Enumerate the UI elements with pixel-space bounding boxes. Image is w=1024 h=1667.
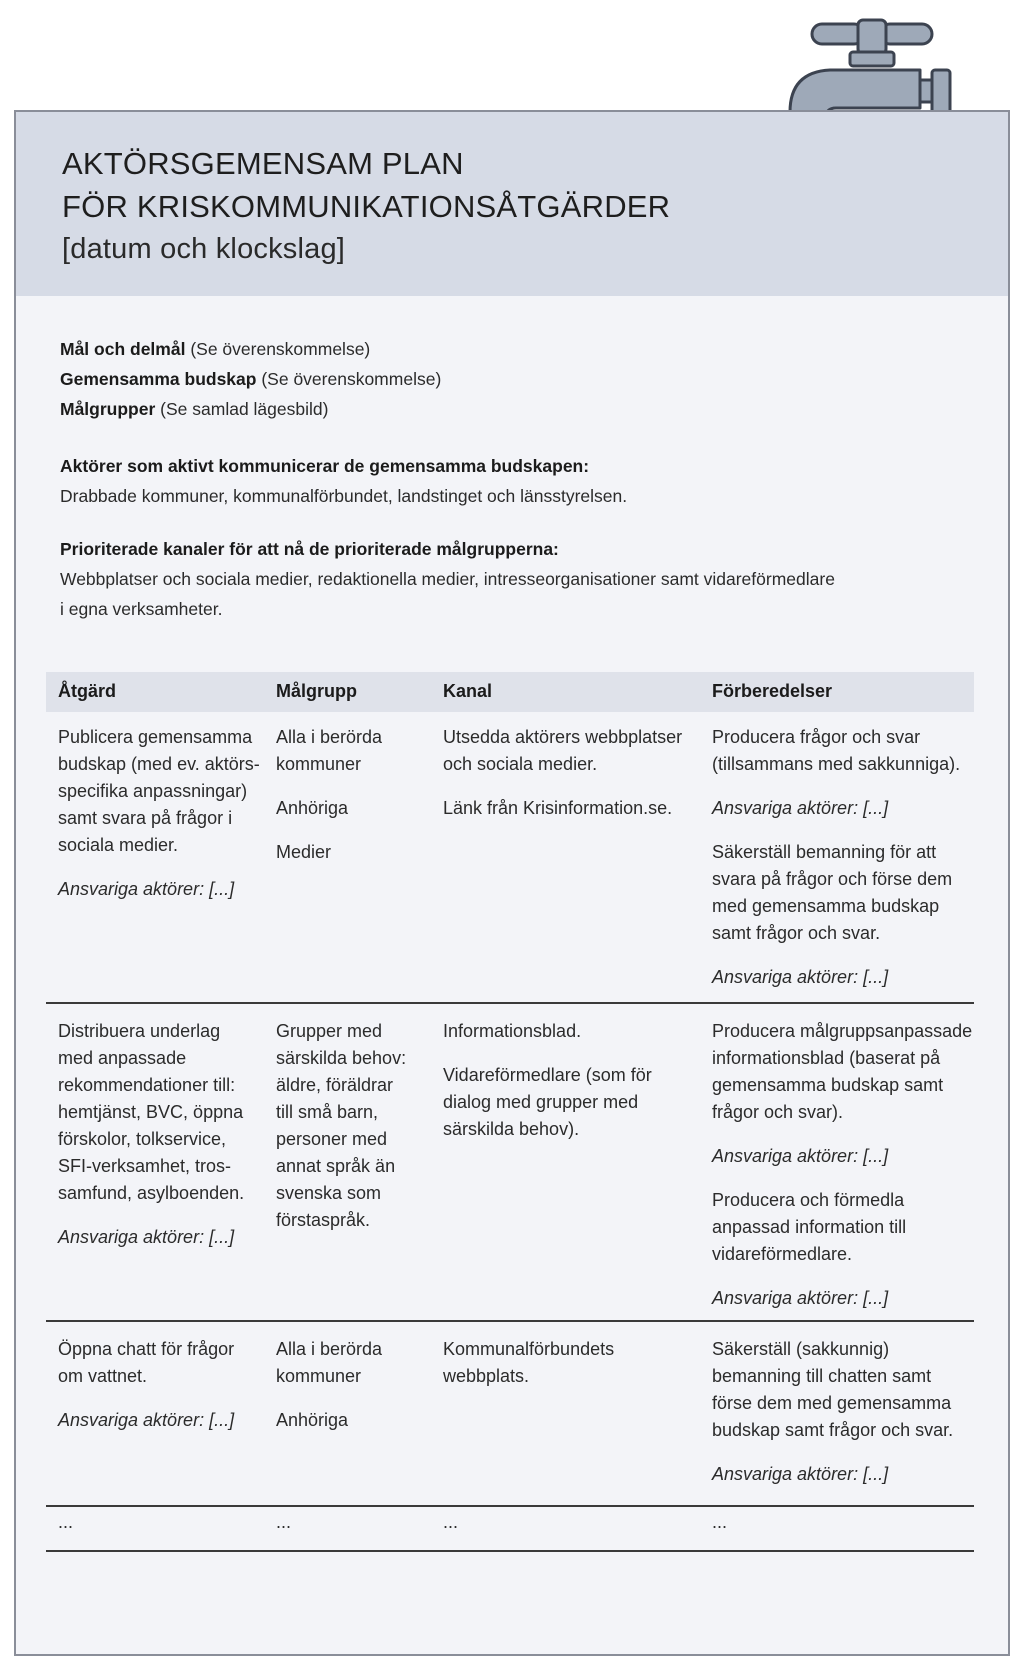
ellipsis-kanal: ... — [443, 1512, 459, 1532]
channels-section — [60, 534, 835, 624]
row2-forberedelser: Producera målgruppsanpassade informationsblad (baserat på gemensamma budskap samt frågor och svar). Ansvariga aktörer: [...] Producera och förmedla anpassad information till vidareförmedlare. Ansvariga aktörer: [...] — [712, 1021, 973, 1308]
ellipsis-malgrupp: ... — [276, 1512, 292, 1532]
goals-label: Mål och delmål — [60, 339, 186, 359]
messages-label: Gemensamma budskap — [60, 369, 257, 389]
row-divider — [46, 1002, 974, 1004]
goals-line — [60, 334, 441, 364]
messages-line — [60, 364, 441, 394]
row1-malgrupp: Alla i berörda kommuner Anhöriga Medier — [276, 727, 383, 862]
row1-forberedelser: Producera frågor och svar (tillsammans med sakkunniga). Ansvariga aktörer: [...] Säkerställ bemanning för att svara på frågor och förse dem med gemensamma budskap samt frågor och svar. Ansvariga aktörer: [...] — [712, 727, 961, 987]
targets-line — [60, 394, 441, 424]
row3-forberedelser: Säkerställ (sakkunnig) bemanning till chatten samt förse dem med gemensamma budskap samt frågor och svar. Ansvariga aktörer: [...] — [712, 1339, 954, 1484]
row1-atgard-resp: Ansvariga aktörer: [...] — [58, 879, 235, 899]
targets-label: Målgrupper — [60, 399, 156, 419]
col-header-kanal: Kanal — [443, 681, 493, 701]
col-header-atgard: Åtgärd — [58, 681, 116, 701]
row3-malgrupp: Alla i berörda kommuner Anhöriga — [276, 1339, 383, 1430]
actors-section — [60, 451, 627, 511]
actors-label: Aktörer som aktivt kommunicerar de gemensamma budskapen: — [60, 456, 590, 476]
row3-atgard: Öppna chatt för frågor om vattnet. Ansvariga aktörer: [...] — [58, 1336, 268, 1451]
ellipsis-forberedelser: ... — [712, 1512, 728, 1532]
goals-note: (Se överenskommelse) — [190, 339, 371, 359]
channels-text-2: i egna verksamheter. — [60, 599, 223, 619]
ellipsis-atgard: ... — [58, 1512, 74, 1532]
col-header-malgrupp: Målgrupp — [276, 681, 357, 701]
row1-atgard: Publicera gemensamma budskap (med ev. aktörs- specifika anpassningar) samt svara på frågor i sociala medier. Ansvariga aktörer: [...] — [58, 724, 268, 920]
row2-kanal: Informationsblad. Vidareförmedlare (som för dialog med grupper med särskilda behov). — [443, 1021, 652, 1139]
date-placeholder: [datum och klockslag] — [62, 233, 346, 265]
card-header — [16, 112, 1008, 296]
row2-atgard: Distribuera underlag med anpassade rekommendationer till: hemtjänst, BVC, öppna förskolor, tolkservice, SFI-verksamhet, tros- samfund, asylboenden. Ansvariga aktörer: [...] — [58, 1018, 268, 1268]
row-divider — [46, 1550, 974, 1552]
info-summary — [60, 334, 441, 424]
row2-atgard-resp: Ansvariga aktörer: [...] — [58, 1227, 235, 1247]
row2-malgrupp: Grupper med särskilda behov: äldre, föräldrar till små barn, personer med annat språk än svenska som förstaspråk. — [276, 1021, 407, 1230]
channels-text-1: Webbplatser och sociala medier, redaktionella medier, intresseorganisationer samt vidareförmedlare — [60, 569, 835, 589]
col-header-forberedelser: Förberedelser — [712, 681, 833, 701]
row3-atgard-resp: Ansvariga aktörer: [...] — [58, 1410, 235, 1430]
row-divider — [46, 1320, 974, 1322]
row3-kanal: Kommunalförbundets webbplats. — [443, 1339, 615, 1386]
actors-text: Drabbade kommuner, kommunalförbundet, landstinget och länsstyrelsen. — [60, 486, 628, 506]
page-title — [62, 142, 670, 271]
title-line-1: AKTÖRSGEMENSAM PLAN — [62, 146, 464, 181]
title-line-2: FÖR KRISKOMMUNIKATIONSÅTGÄRDER — [62, 189, 671, 224]
table-header — [46, 672, 974, 712]
messages-note: (Se överenskommelse) — [261, 369, 442, 389]
channels-label: Prioriterade kanaler för att nå de prioriterade målgrupperna: — [60, 539, 559, 559]
targets-note: (Se samlad lägesbild) — [160, 399, 329, 419]
row-divider — [46, 1505, 974, 1507]
row1-kanal: Utsedda aktörers webbplatser och sociala medier. Länk från Krisinformation.se. — [443, 727, 683, 818]
